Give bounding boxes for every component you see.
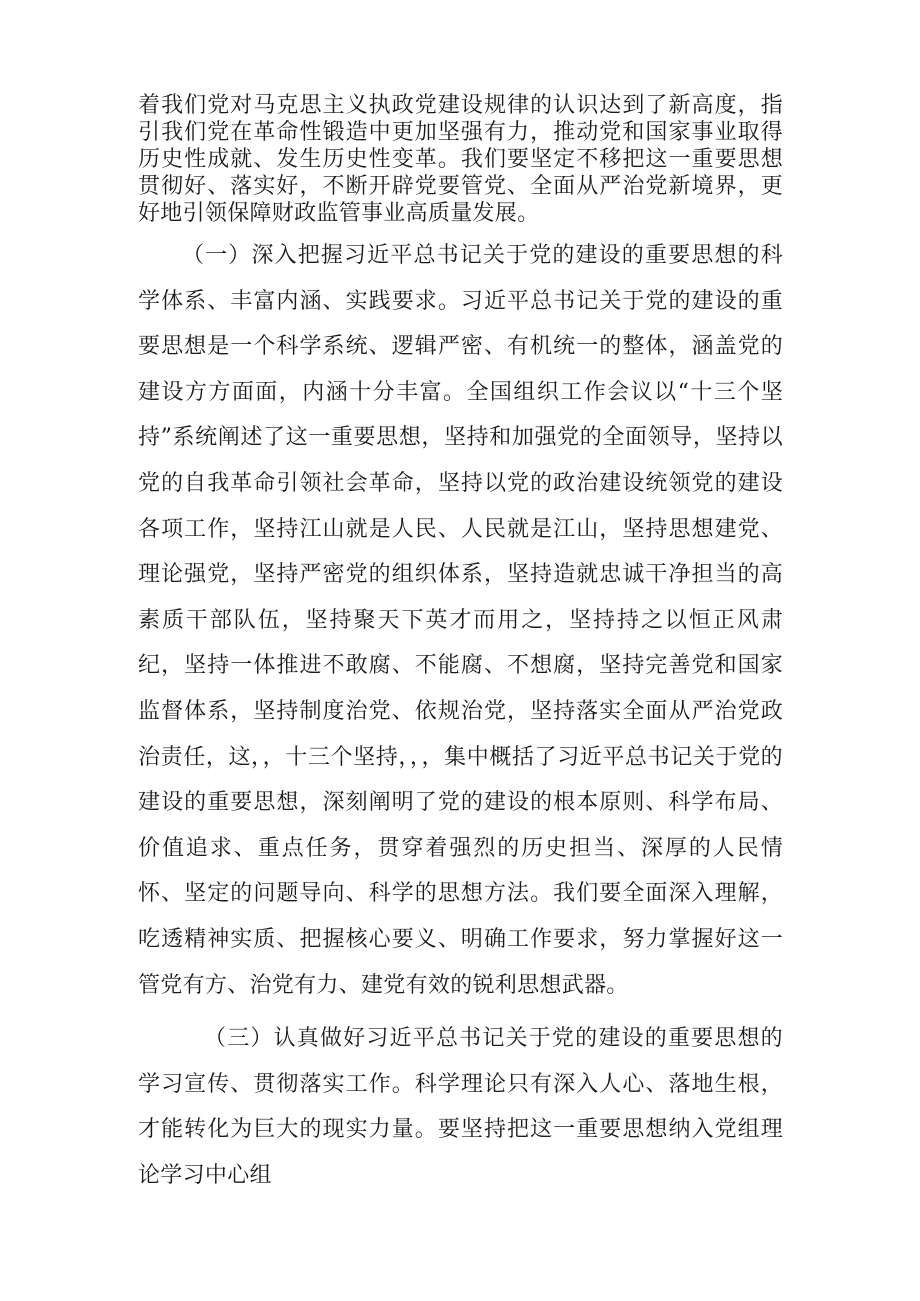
paragraph-section-one: （一）深入把握习近平总书记关于党的建设的重要思想的科学体系、丰富内涵、实践要求。习近平总书记关于党的建设的重要思想是一个科学系统、逻辑严密、有机统一的整体，涵盖党的建设方方面面，内涵十分丰富。全国组织工作会议以“十三个坚持”系统阐述了这一重要思想，坚持和加强党的全面领导，坚持以党的自我革命引领社会革命，坚持以党的政治建设统领党的建设各项工作，坚持江山就是人民、人民就是江山，坚持思想建党、理论强党，坚持严密党的组织体系，坚持造就忠诚干净担当的高素质干部队伍，坚持聚天下英才而用之，坚持持之以恒正风肃纪，坚持一体推进不敢腐、不能腐、不想腐，坚持完善党和国家监督体系，坚持制度治党、依规治党，坚持落实全面从严治党政治责任，这，，十三个坚持，，，集中概括了习近平总书记关于党的建设的重要思想，深刻阐明了党的建设的根本原则、科学布局、价值追求、重点任务，贯穿着强烈的历史担当、深厚的人民情怀、坚定的问题导向、科学的思想方法。我们要全面深入理解，吃透精神实质、把握核心要义、明确工作要求，努力掌握好这一管党有方、治党有力、建党有效的锐利思想武器。 bbox=[138, 243, 783, 998]
paragraph-section-three: （三）认真做好习近平总书记关于党的建设的重要思想的学习宣传、贯彻落实工作。科学理论只有深入人心、落地生根，才能转化为巨大的现实力量。要坚持把这一重要思想纳入党组理论学习中心组 bbox=[138, 1026, 783, 1188]
paragraph-continuation: 着我们党对马克思主义执政党建设规律的认识达到了新高度，指引我们党在革命性锻造中更加坚强有力，推动党和国家事业取得历史性成就、发生历史性变革。我们要坚定不移把这一重要思想贯彻好、落实好，不断开辟党要管党、全面从严治党新境界，更好地引领保障财政监管事业高质量发展。 bbox=[138, 93, 783, 226]
